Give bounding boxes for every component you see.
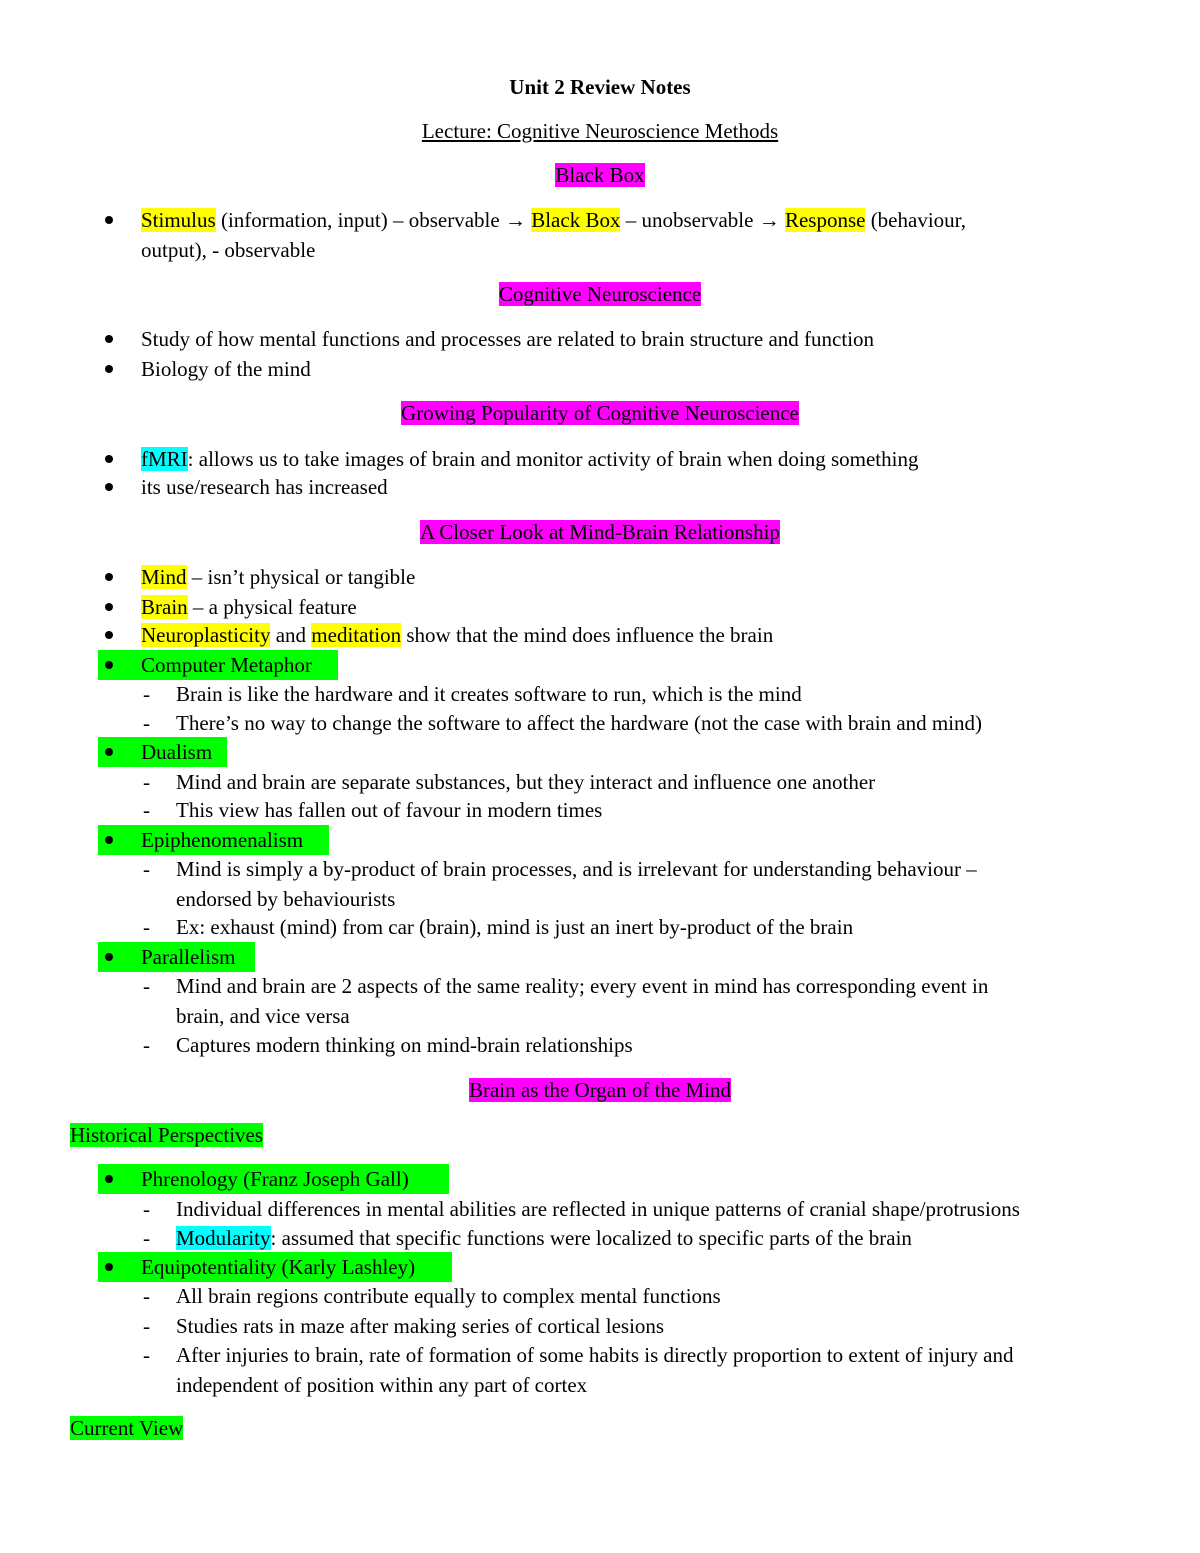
section-heading-mind-brain: A Closer Look at Mind-Brain Relationship <box>420 520 780 544</box>
bullet-icon <box>105 661 113 669</box>
bullet-icon <box>105 836 113 844</box>
bullet-phrenology: Phrenology (Franz Joseph Gall) <box>98 1164 449 1194</box>
bullet-icon <box>105 1263 113 1271</box>
list-item: Neuroplasticity and meditation show that the mind does influence the brain <box>0 620 1200 650</box>
document-title: Unit 2 Review Notes <box>509 75 691 99</box>
arrow-right-icon: → <box>758 208 780 232</box>
bullet-parallelism: Parallelism <box>98 942 255 972</box>
bullet-computer-metaphor: Computer Metaphor <box>98 650 338 680</box>
term-neuroplasticity: Neuroplasticity <box>141 623 271 647</box>
list-item: - Brain is like the hardware and it creates software to run, which is the mind <box>143 682 802 706</box>
section-heading-brain-organ: Brain as the Organ of the Mind <box>468 1078 732 1102</box>
section-heading-cognitive-neuroscience: Cognitive Neuroscience <box>498 282 702 306</box>
bullet-icon <box>105 455 113 463</box>
term-stimulus: Stimulus <box>141 208 216 232</box>
bullet-icon <box>105 216 113 224</box>
arrow-right-icon: → <box>504 208 526 232</box>
list-item: Brain – a physical feature <box>0 592 1200 622</box>
term-mind: Mind <box>141 565 187 589</box>
section-heading-growing-popularity: Growing Popularity of Cognitive Neuroscience <box>401 401 799 425</box>
list-item: Biology of the mind <box>0 354 1200 384</box>
term-brain: Brain <box>141 595 188 619</box>
list-item: - Mind and brain are 2 aspects of the same reality; every event in mind has corresponding event in brain, and vice versa <box>143 974 989 1028</box>
list-item: - Studies rats in maze after making series of cortical lesions <box>143 1314 665 1338</box>
bullet-equipotentiality: Equipotentiality (Karly Lashley) <box>98 1252 452 1282</box>
term-response: Response <box>784 208 866 232</box>
subheading-historical-perspectives: Historical Perspectives <box>70 1123 264 1147</box>
bullet-icon <box>105 603 113 611</box>
bullet-icon <box>105 1175 113 1183</box>
bullet-icon <box>105 483 113 491</box>
list-item: - Mind is simply a by-product of brain processes, and is irrelevant for understanding behaviour – endorsed by behaviourists <box>143 857 977 911</box>
list-item: - Modularity: assumed that specific functions were localized to specific parts of the brain <box>143 1226 912 1250</box>
term-black-box: Black Box <box>531 208 621 232</box>
list-item: its use/research has increased <box>0 472 1200 502</box>
bullet-epiphenomenalism: Epiphenomenalism <box>98 825 329 855</box>
list-item: - All brain regions contribute equally to complex mental functions <box>143 1284 721 1308</box>
bullet-icon <box>105 573 113 581</box>
bullet-icon <box>105 631 113 639</box>
list-item: - This view has fallen out of favour in modern times <box>143 798 603 822</box>
term-fmri: fMRI <box>141 447 188 471</box>
term-meditation: meditation <box>311 623 402 647</box>
bullet-icon <box>105 953 113 961</box>
lecture-subtitle: Lecture: Cognitive Neuroscience Methods <box>421 119 779 143</box>
bullet-stimulus-response: Stimulus (information, input) – observable → Black Box – unobservable → Response (behaviour, output), - observable <box>0 205 1200 235</box>
list-item: fMRI: allows us to take images of brain and monitor activity of brain when doing something <box>0 444 1200 474</box>
list-item: - After injuries to brain, rate of formation of some habits is directly proportion to extent of injury and independent of position within any part of cortex <box>143 1343 1014 1397</box>
list-item: - There’s no way to change the software to affect the hardware (not the case with brain and mind) <box>143 711 983 735</box>
subheading-current-view: Current View <box>70 1416 184 1440</box>
term-modularity: Modularity <box>176 1226 271 1250</box>
list-item: - Individual differences in mental abilities are reflected in unique patterns of cranial shape/protrusions <box>143 1197 1020 1221</box>
bullet-icon <box>105 748 113 756</box>
section-heading-black-box: Black Box <box>555 163 645 187</box>
list-item: Mind – isn’t physical or tangible <box>0 562 1200 592</box>
list-item: - Ex: exhaust (mind) from car (brain), mind is just an inert by-product of the brain <box>143 915 854 939</box>
bullet-icon <box>105 335 113 343</box>
list-item: - Mind and brain are separate substances, but they interact and influence one another <box>143 770 876 794</box>
list-item: - Captures modern thinking on mind-brain relationships <box>143 1033 633 1057</box>
list-item: Study of how mental functions and processes are related to brain structure and function <box>0 324 1200 354</box>
bullet-icon <box>105 365 113 373</box>
bullet-dualism: Dualism <box>98 737 227 767</box>
